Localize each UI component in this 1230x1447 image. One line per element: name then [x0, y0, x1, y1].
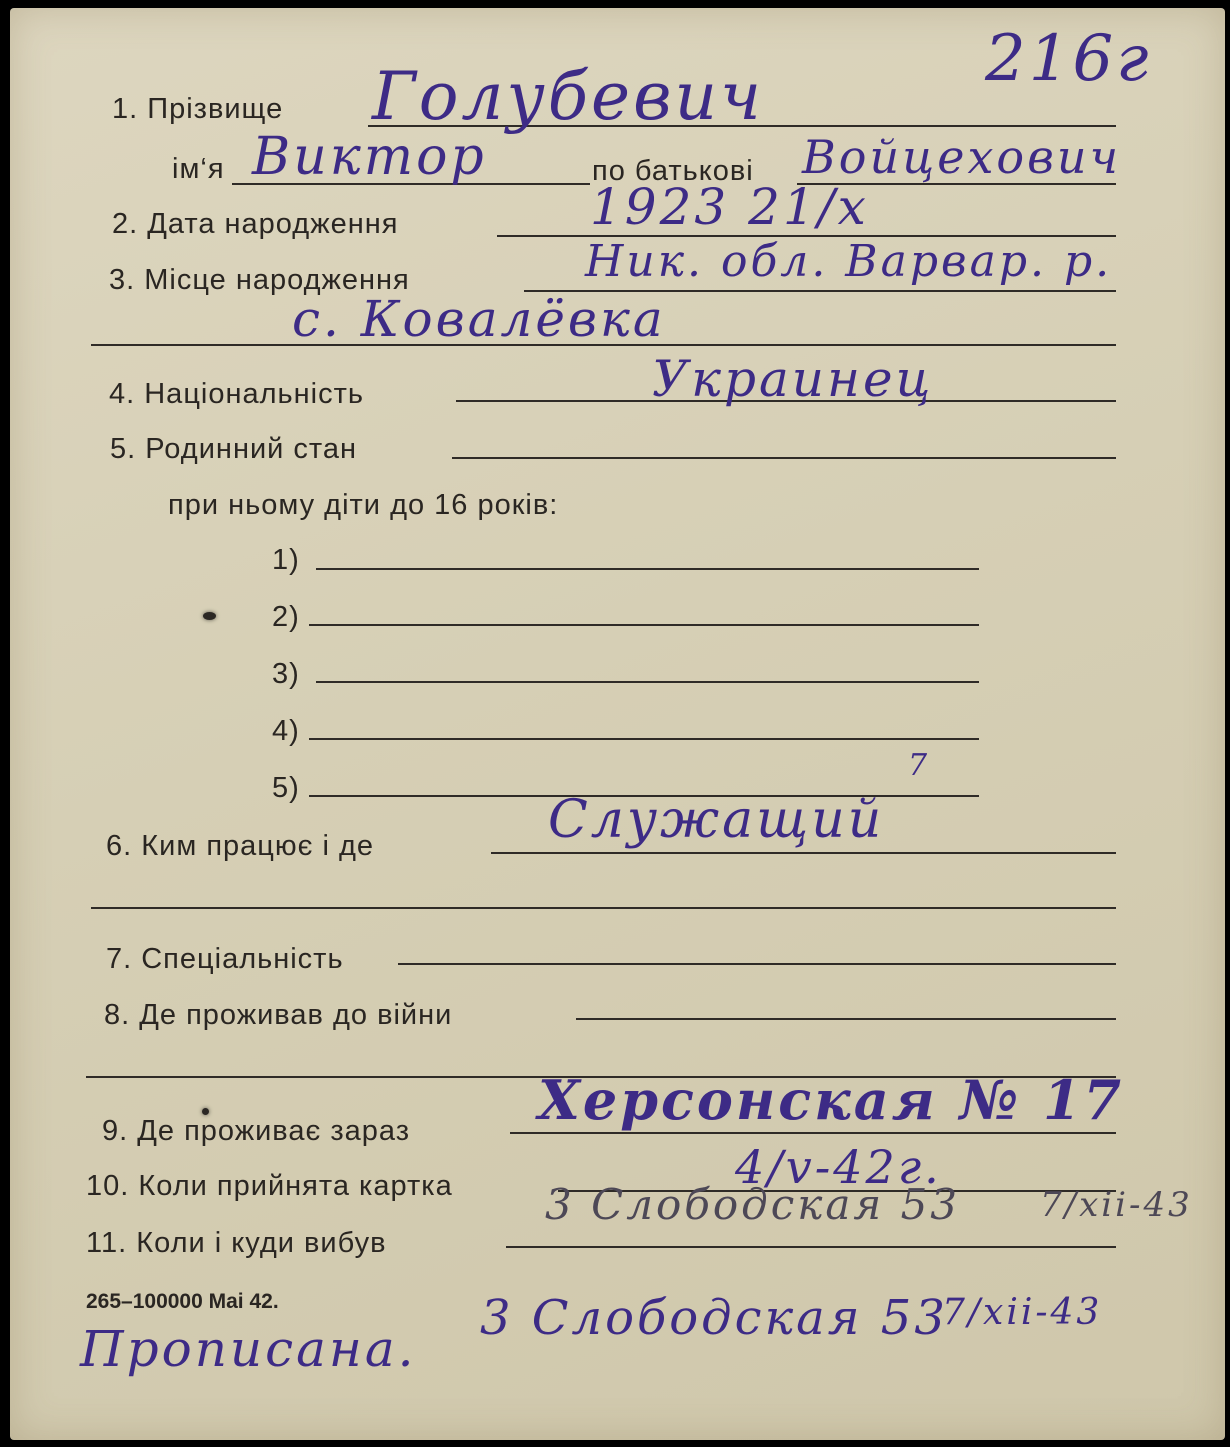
label-card-accepted: 10. Коли прийнята картка [86, 1170, 453, 1202]
rule-specialty [398, 963, 1116, 965]
rule-prewar-residence [576, 1018, 1116, 1020]
label-children: при ньому діти до 16 років: [168, 489, 559, 521]
rule-current-residence [510, 1132, 1116, 1134]
label-patronymic: по батькові [592, 155, 754, 187]
hw-birthplace-1: Ник. обл. Варвар. р. [585, 236, 1113, 287]
hw-patronymic: Войцехович [802, 130, 1122, 184]
hw-card-number: 216г [985, 22, 1152, 96]
label-departed: 11. Коли і куди вибув [86, 1227, 387, 1259]
child-number: 5) [272, 772, 300, 804]
label-first-name: ім‘я [172, 153, 225, 185]
child-number: 2) [272, 601, 300, 633]
hw-surname: Голубевич [372, 58, 765, 135]
label-marital-status: 5. Родинний стан [110, 433, 358, 465]
hw-card-accepted-date: 4/v-42г. [735, 1140, 942, 1194]
label-current-residence: 9. Де проживає зараз [102, 1115, 411, 1147]
hw-registered-address: 3 Слободская 53 [480, 1290, 948, 1346]
hw-occupation-mark: 7 [908, 748, 931, 783]
rule-occupation [491, 852, 1116, 854]
hw-birthplace-2: с. Ковалёвка [292, 290, 666, 348]
label-prewar-residence: 8. Де проживав до війни [104, 999, 453, 1031]
rule-occupation-2 [91, 907, 1116, 909]
rule-child [309, 738, 979, 740]
label-nationality: 4. Національність [109, 378, 365, 410]
rule-child [316, 681, 979, 683]
label-birth-date: 2. Дата народження [112, 208, 399, 240]
hw-registered-label: Прописана. [80, 1320, 417, 1378]
label-specialty: 7. Спеціальність [106, 943, 344, 975]
child-number: 3) [272, 658, 300, 690]
child-number: 4) [272, 715, 300, 747]
hw-departed-pencil-date: 7/xii-43 [1040, 1185, 1193, 1225]
label-surname: 1. Прізвище [112, 93, 284, 125]
punch-hole [203, 612, 216, 620]
hw-nationality: Украинец [652, 350, 934, 408]
label-birthplace: 3. Місце народження [109, 264, 410, 296]
hw-occupation: Служащий [548, 790, 885, 850]
rule-marital-status [452, 457, 1116, 459]
hw-departed-pencil: 3 Слободская 53 [545, 1180, 961, 1229]
child-number: 1) [272, 544, 300, 576]
punch-hole [202, 1108, 209, 1115]
hw-current-address: Херсонская № 17 [538, 1068, 1125, 1132]
hw-birth-date: 1923 21/x [590, 178, 869, 236]
rule-departed [506, 1246, 1116, 1248]
print-mark: 265–100000 Mai 42. [86, 1290, 279, 1313]
rule-child [309, 624, 979, 626]
rule-child [316, 568, 979, 570]
label-occupation: 6. Ким працює і де [106, 830, 375, 862]
hw-registered-date: 7/xii-43 [942, 1292, 1103, 1333]
hw-first-name: Виктор [252, 127, 487, 187]
